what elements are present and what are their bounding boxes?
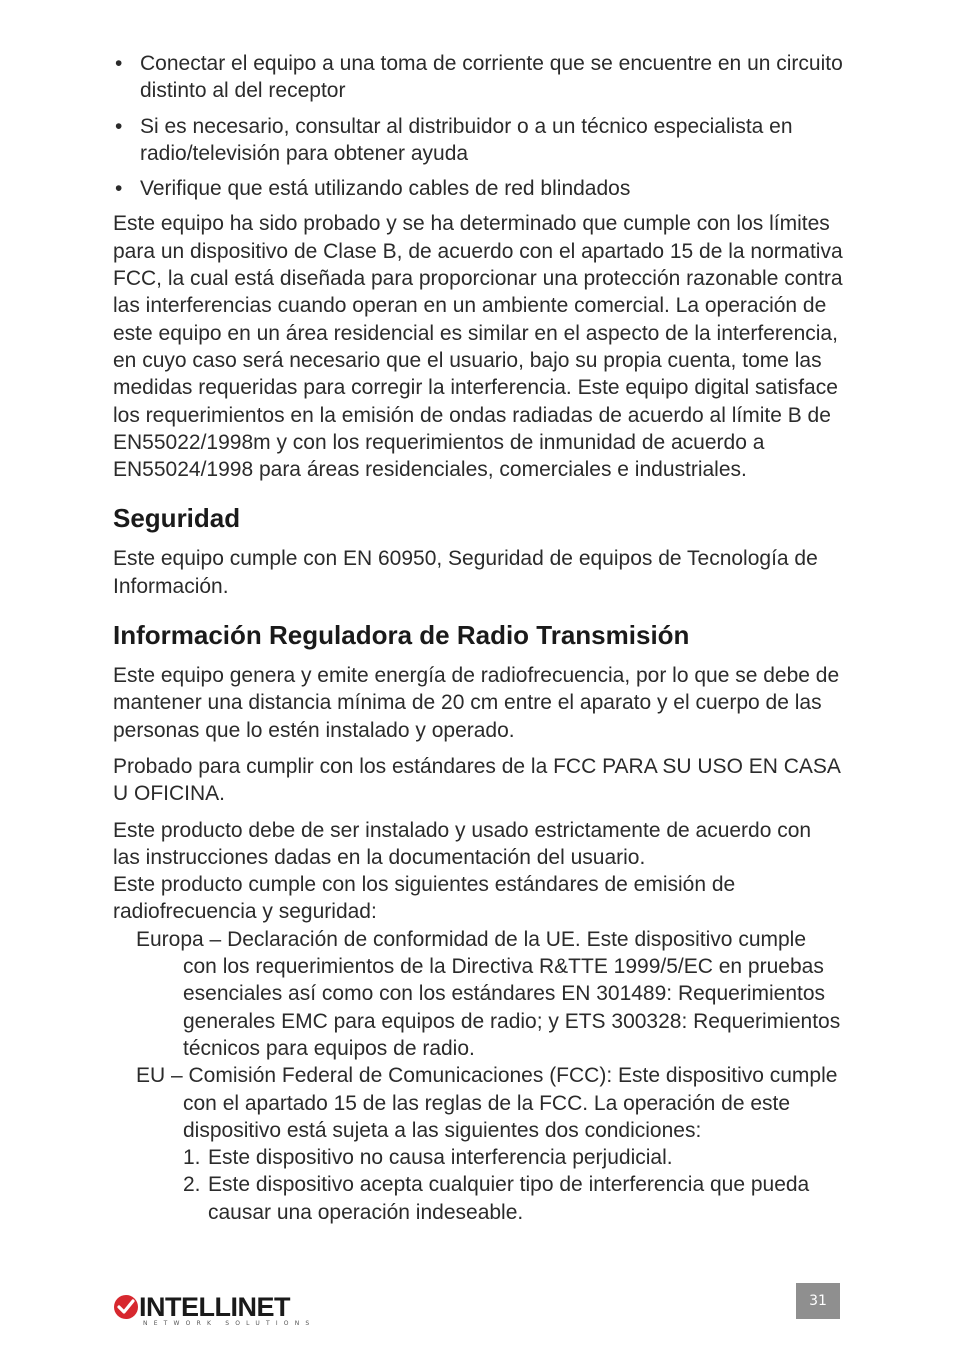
recommendation-list [113,50,843,202]
radio-paragraph-1: Este equipo genera y emite energía de radiofrecuencia, por lo que se debe de mantener una distancia mínima de 20 cm entre el aparato y el cuerpo de las personas que lo estén instalado y operado. [113,664,840,742]
page-number: 31 [796,1283,840,1319]
condition-item: 1. Este dispositivo no causa interferencia perjudicial. [183,1146,673,1170]
list-item: • Si es necesario, consultar al distribuidor o a un técnico especialista en radio/televisión para obtener ayuda [115,114,793,165]
radio-heading: Información Reguladora de Radio Transmisión [113,620,690,651]
checkmark-circle-icon [113,1294,139,1320]
brand-tagline: NETWORK SOLUTIONS [143,1320,316,1327]
list-item: • Verifique que está utilizando cables de red blindados [113,175,843,202]
safety-heading: Seguridad [113,503,241,534]
condition-item: 2. Este dispositivo acepta cualquier tipo de interferencia que pueda causar una operación indeseable. [183,1173,810,1224]
radio-paragraph-3: Este producto debe de ser instalado y usado estrictamente de acuerdo con las instrucciones dadas en la documentación del usuario. [113,818,812,869]
eu-fcc-declaration: EU – Comisión Federal de Comunicaciones (FCC): Este dispositivo cumple con el apartado 15 de las reglas de la FCC. La operación de este dispositivo está sujeta a las siguientes dos condiciones: [136,1064,838,1142]
radio-paragraph-4: Este producto cumple con los siguientes estándares de emisión de radiofrecuencia y seguridad: [113,873,736,924]
bullet-icon: • [115,52,123,75]
fcc-class-b-paragraph: Este equipo ha sido probado y se ha determinado que cumple con los límites para un dispositivo de Clase B, de acuerdo con el apartado 15 de la normativa FCC, la cual está diseñada para proporcionar una protección razonable contra las interferencias cuando operan en un ambiente comercial. La operación de este equipo en un área residencial es similar en el aspecto de la interferencia, en cuyo caso será necesario que el usuario, bajo su propia cuenta, tome las medidas requeridas para corregir la interferencia. Este equipo digital satisface los requerimientos en la emisión de ondas radiadas de acuerdo al límite B de EN55022/1998m y con los requerimientos de inmunidad de acuerdo a EN55024/1998 para áreas residenciales, comerciales e industriales. [113,212,843,482]
list-item: • Conectar el equipo a una toma de corriente que se encuentre en un circuito distinto al del receptor [115,52,843,103]
bullet-icon: • [115,177,123,201]
bullet-icon: • [115,114,123,138]
safety-paragraph: Este equipo cumple con EN 60950, Seguridad de equipos de Tecnología de Información. [113,547,818,598]
page-content [113,50,843,1226]
brand-name: INTELLINET [139,1292,290,1322]
radio-paragraph-2: Probado para cumplir con los estándares de la FCC PARA SU USO EN CASA U OFICINA. [113,754,840,806]
europe-declaration: Europa – Declaración de conformidad de la UE. Este dispositivo cumple con los requerimientos de la Directiva R&TTE 1999/5/EC en pruebas esenciales así como con los estándares EN 301489: Requerimientos generales EMC para equipos de radio; y ETS 300328: Requerimientos técnicos para equipos de radio. [136,927,841,1060]
intellinet-logo [113,1292,323,1332]
